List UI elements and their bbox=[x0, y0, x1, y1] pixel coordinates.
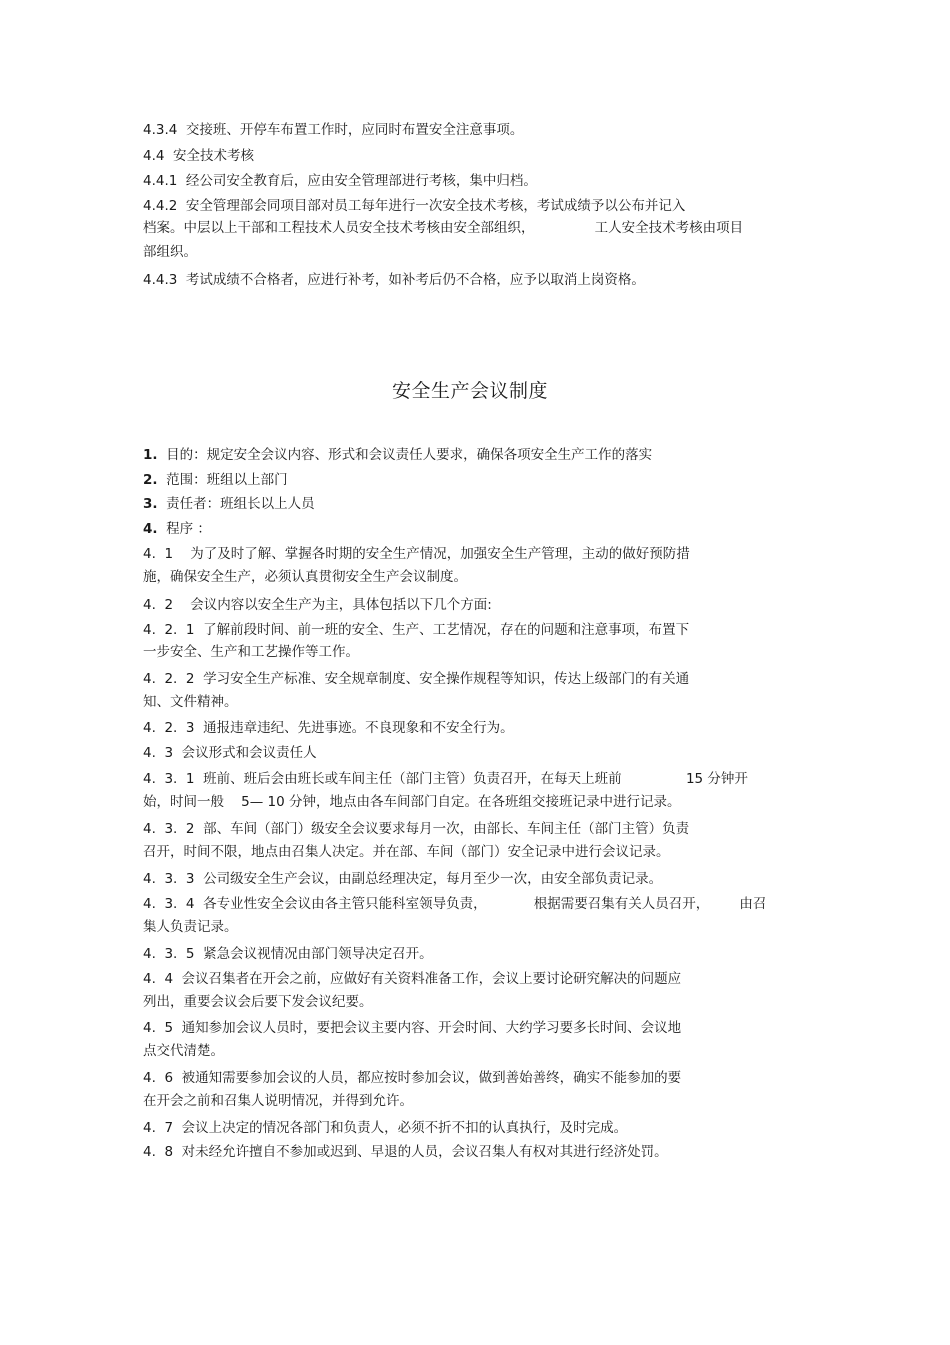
item-1 bbox=[143, 445, 652, 465]
clause-4-3-4-line2: 集人负责记录。 bbox=[143, 919, 238, 935]
clause-4-6-line1: 4. 6 被通知需要参加会议的人员，都应按时参加会议，做到善始善终，确实不能参加的要 bbox=[143, 1070, 682, 1086]
clause-4-1-line1: 4. 1 为了及时了解、掌握各时期的安全生产情况，加强安全生产管理，主动的做好预防措 bbox=[143, 546, 690, 562]
item-1-number: 1. bbox=[143, 447, 158, 463]
clause-4-3-3: 4. 3. 3 公司级安全生产会议，由副总经理决定，每月至少一次，由安全部负责记录。 bbox=[143, 871, 663, 887]
clause-4-3: 4. 3 会议形式和会议责任人 bbox=[143, 745, 317, 761]
clause-4-3-2-line2: 召开，时间不限，地点由召集人决定。并在部、车间（部门）安全记录中进行会议记录。 bbox=[143, 844, 670, 860]
clause-4-7: 4. 7 会议上决定的情况各部门和负责人，必须不折不扣的认真执行，及时完成。 bbox=[143, 1120, 628, 1136]
clause-4-1-line2: 施，确保安全生产，必须认真贯彻安全生产会议制度。 bbox=[143, 569, 467, 585]
clause-4-2-1-line2: 一步安全、生产和工艺操作等工作。 bbox=[143, 644, 359, 660]
clause-4-4-line1: 4. 4 会议召集者在开会之前，应做好有关资料准备工作，会议上要讨论研究解决的问题应 bbox=[143, 971, 682, 987]
clause-4-6-line2: 在开会之前和召集人说明情况，并得到允许。 bbox=[143, 1093, 413, 1109]
document-title: 安全生产会议制度 bbox=[391, 380, 548, 402]
clause-4-5-line2: 点交代清楚。 bbox=[143, 1043, 224, 1059]
item-3 bbox=[143, 494, 315, 514]
item-3-number: 3. bbox=[143, 496, 158, 512]
clause-4-8: 4. 8 对未经允许擅自不参加或迟到、早退的人员，会议召集人有权对其进行经济处罚。 bbox=[143, 1144, 668, 1160]
clause-4-3-1-line2: 始，时间一般 5— 10 分钟，地点由各车间部门自定。在各班组交接班记录中进行记录。 bbox=[143, 794, 681, 810]
clause-4-3-4-line1: 4. 3. 4 各专业性安全会议由各主管只能科室领导负责， 根据需要召集有关人员召开， 由召 bbox=[143, 896, 767, 912]
clause-4-3-1-line1: 4. 3. 1 班前、班后会由班长或车间主任（部门主管）负责召开，在每天上班前 15 分钟开 bbox=[143, 771, 748, 787]
clause-4-4-heading: 4.4 安全技术考核 bbox=[143, 148, 255, 164]
clause-4-4-2-line1: 4.4.2 安全管理部会同项目部对员工每年进行一次安全技术考核，考试成绩予以公布并记入 bbox=[143, 198, 686, 214]
clause-4-4-line2: 列出，重要会议会后要下发会议纪要。 bbox=[143, 994, 373, 1010]
clause-4-2-1-line1: 4. 2. 1 了解前段时间、前一班的安全、生产、工艺情况，存在的问题和注意事项，布置下 bbox=[143, 622, 690, 638]
clause-4-4-2-line2: 档案。中层以上干部和工程技术人员安全技术考核由安全部组织， 工人安全技术考核由项目 bbox=[143, 220, 744, 236]
clause-4-2-2-line2: 知、文件精神。 bbox=[143, 694, 238, 710]
clause-4-3-2-line1: 4. 3. 2 部、车间（部门）级安全会议要求每月一次，由部长、车间主任（部门主管）负责 bbox=[143, 821, 690, 837]
item-3-text: 责任者：班组长以上人员 bbox=[157, 496, 315, 512]
clause-4-2: 4. 2 会议内容以安全生产为主，具体包括以下几个方面: bbox=[143, 597, 492, 613]
item-2-number: 2. bbox=[143, 472, 158, 488]
item-4-number: 4. bbox=[143, 521, 158, 537]
item-4 bbox=[143, 519, 211, 539]
item-1-text: 目的：规定安全会议内容、形式和会议责任人要求，确保各项安全生产工作的落实 bbox=[157, 447, 653, 463]
item-4-text: 程序 ： bbox=[157, 521, 211, 537]
clause-4-4-2-line3: 部组织。 bbox=[143, 244, 197, 260]
clause-4-4-1: 4.4.1 经公司安全教育后，应由安全管理部进行考核，集中归档。 bbox=[143, 173, 537, 189]
clause-4-3-4: 4.3.4 交接班、开停车布置工作时，应同时布置安全注意事项。 bbox=[143, 122, 524, 138]
clause-4-2-2-line1: 4. 2. 2 学习安全生产标准、安全规章制度、安全操作规程等知识，传达上级部门的有关通 bbox=[143, 671, 690, 687]
item-2 bbox=[143, 470, 288, 490]
clause-4-5-line1: 4. 5 通知参加会议人员时，要把会议主要内容、开会时间、大约学习要多长时间、会议地 bbox=[143, 1020, 682, 1036]
item-2-text: 范围：班组以上部门 bbox=[157, 472, 288, 488]
clause-4-2-3: 4. 2. 3 通报违章违纪、先进事迹。不良现象和不安全行为。 bbox=[143, 720, 514, 736]
clause-4-3-5: 4. 3. 5 紧急会议视情况由部门领导决定召开。 bbox=[143, 946, 433, 962]
clause-4-4-3: 4.4.3 考试成绩不合格者，应进行补考，如补考后仍不合格，应予以取消上岗资格。 bbox=[143, 272, 645, 288]
